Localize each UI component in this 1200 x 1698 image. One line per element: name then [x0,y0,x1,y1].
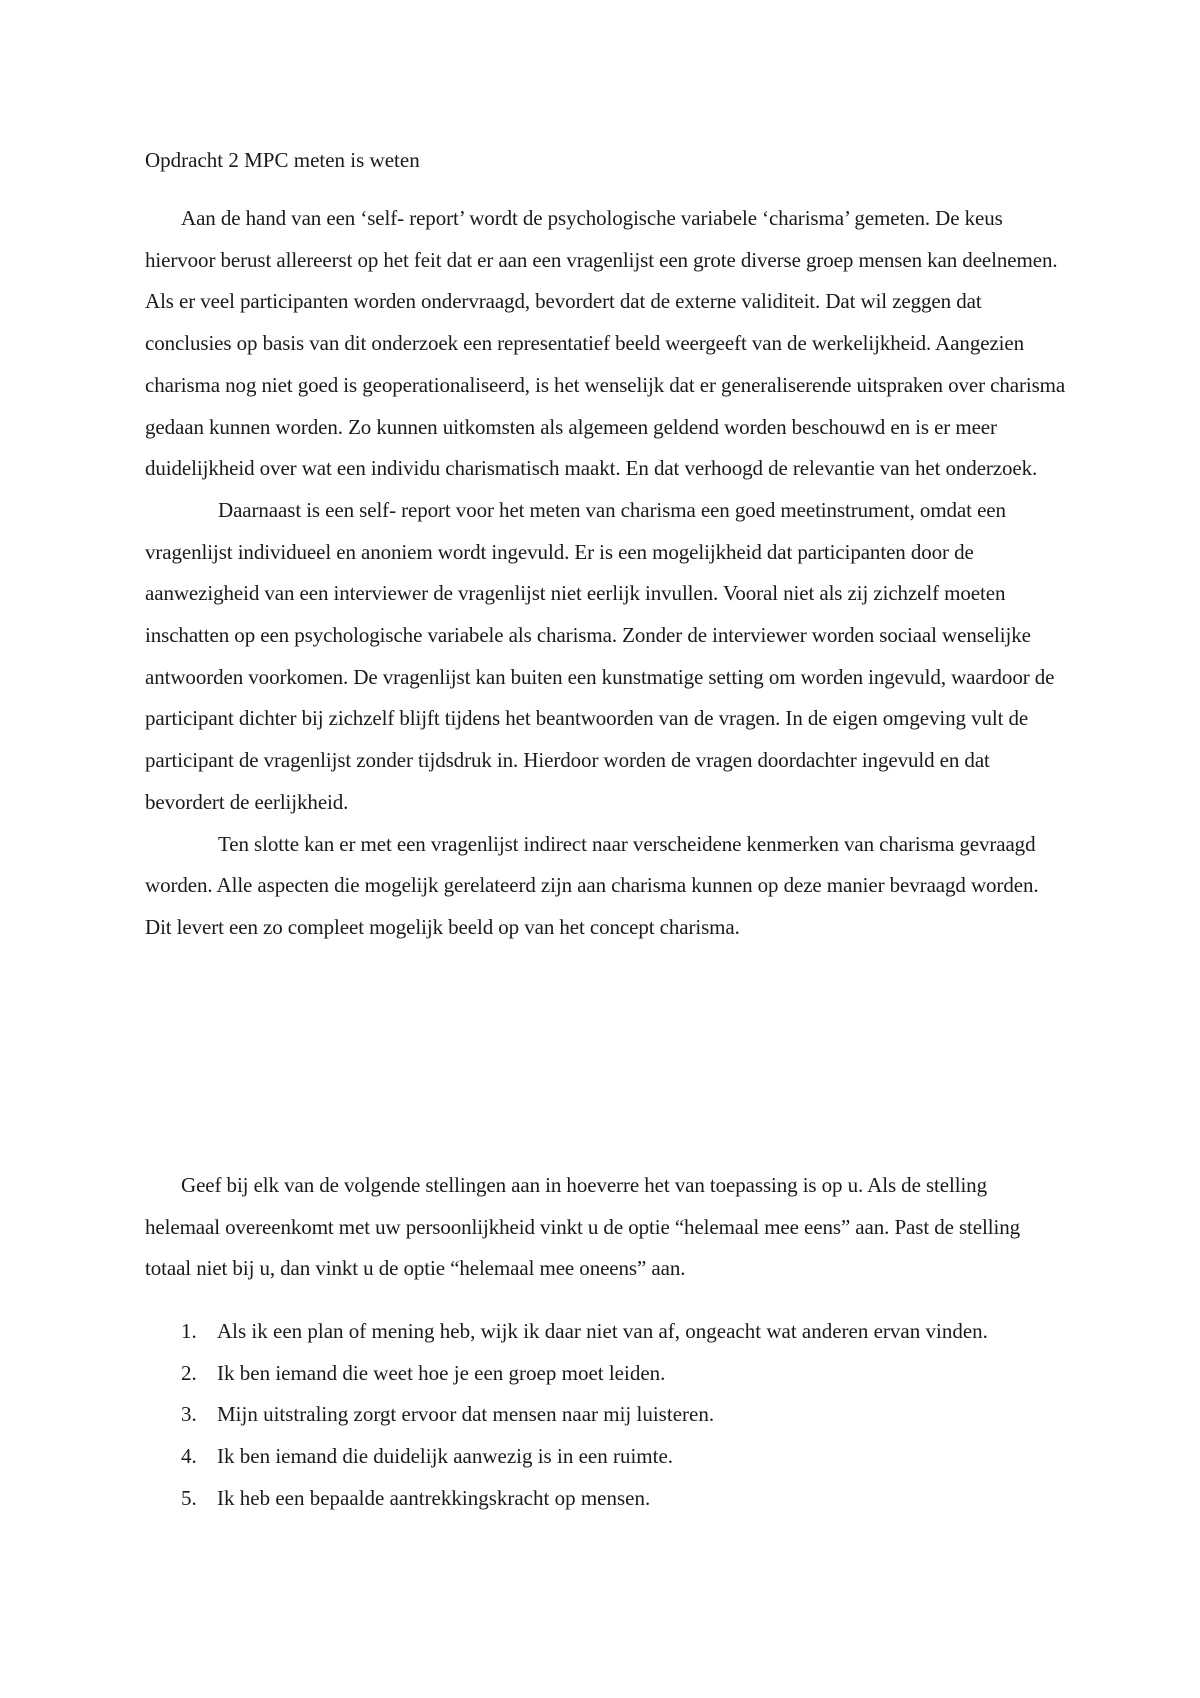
list-item [145,1478,1067,1520]
paragraph-anonymity: Daarnaast is een self- report voor het meten van charisma een goed meetinstrument, omdat een vragenlijst individueel en anoniem wordt ingevuld. Er is een mogelijkheid dat participanten door de aanwezigheid van een interviewer de vragenlijst niet eerlijk invullen. Vooral niet als zij zichzelf moeten inschatten op een psychologische variabele als charisma. Zonder de interviewer worden sociaal wenselijke antwoorden voorkomen. De vragenlijst kan buiten een kunstmatige setting om worden ingevuld, waardoor de participant dichter bij zichzelf blijft tijdens het beantwoorden van de vragen. In de eigen omgeving vult de participant de vragenlijst zonder tijdsdruk in. Hierdoor worden de vragen doordachter ingevuld en dat bevordert de eerlijkheid. [145,497,1055,814]
list-item-number: 5. [181,1485,197,1510]
list-item-text: Ik ben iemand die duidelijk aanwezig is in een ruimte. [217,1444,674,1469]
list-item-number: 4. [181,1444,197,1469]
list-item-text: Ik heb een bepaalde aantrekkingskracht op mensen. [217,1485,651,1510]
list-item-text: Als ik een plan of mening heb, wijk ik daar niet van af, ongeacht wat anderen ervan vinden. [217,1319,988,1343]
list-item-number: 2. [181,1360,197,1385]
paragraph-intro: Aan de hand van een ‘self- report’ wordt de psychologische variabele ‘charisma’ gemeten. De keus hiervoor berust allereerst op het feit dat er aan een vragenlijst een grote diverse groep mensen kan deelnemen. Als er veel participanten worden ondervraagd, bevordert dat de externe validiteit. Dat wil zeggen dat conclusies op basis van dit onderzoek een representatief beeld weergeeft van de werkelijkheid. Aangezien charisma nog niet goed is geoperationaliseerd, is het wenselijk dat er generaliserende uitspraken over charisma gedaan kunnen worden. Zo kunnen uitkomsten als algemeen geldend worden beschouwd en is er meer duidelijkheid over wat een individu charismatisch maakt. En dat verhoogd de relevantie van het onderzoek. [145,206,1066,481]
paragraph-instruction: Geef bij elk van de volgende stellingen aan in hoeverre het van toepassing is op u. Als de stelling helemaal overeenkomt met uw persoonlijkheid vinkt u de optie “helemaal mee eens” aan. Past de stelling totaal niet bij u, dan vinkt u de optie “helemaal mee oneens” aan. [145,1173,1021,1281]
statement-list [145,1311,1067,1520]
list-item-number: 3. [181,1402,197,1427]
instruction-text [145,1165,1067,1290]
body-text [145,198,1067,949]
paragraph-conclusion: Ten slotte kan er met een vragenlijst indirect naar verscheidene kenmerken van charisma gevraagd worden. Alle aspecten die mogelijk gerelateerd zijn aan charisma kunnen op deze manier bevraagd worden. Dit levert een zo compleet mogelijk beeld op van het concept charisma. [145,831,1039,939]
list-item [145,1353,1067,1395]
list-item [145,1436,1067,1478]
list-item-number: 1. [181,1319,197,1343]
list-item [145,1394,1067,1436]
list-item-text: Mijn uitstraling zorgt ervoor dat mensen naar mij luisteren. [217,1402,715,1427]
list-item [145,1311,1067,1353]
document-title: Opdracht 2 MPC meten is weten [145,148,420,172]
list-item-text: Ik ben iemand die weet hoe je een groep moet leiden. [217,1360,666,1385]
